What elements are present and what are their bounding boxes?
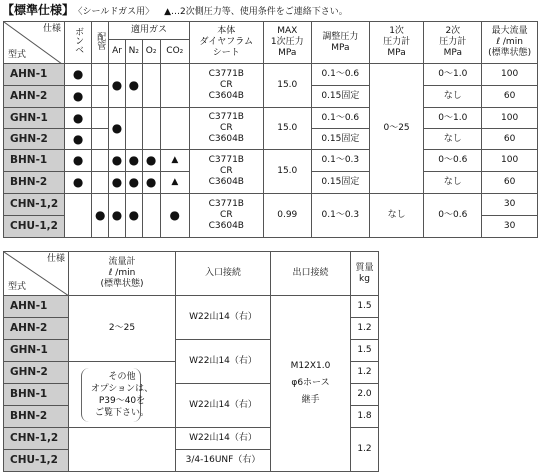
gauge1-cell: 0～25 (369, 64, 424, 194)
header-mass: 質量 kg (351, 252, 379, 296)
header-gauge1: 1次 圧力計 MPa (369, 22, 424, 64)
header-max-pressure: MAX 1次圧力 MPa (263, 22, 311, 64)
section-title: 【標準仕様】 (2, 3, 75, 17)
gas-co2-mark (160, 64, 189, 108)
options-note-cell (69, 362, 176, 428)
spec-table-1 (3, 21, 538, 238)
gas-ar-mark: ● (109, 150, 126, 172)
cylinder-mark: ● (64, 129, 91, 150)
inlet-cell: W22山14（右） (176, 384, 271, 428)
model-cell: GHN-2 (4, 362, 69, 384)
adjust-pressure-cell: 0.15固定 (311, 129, 369, 150)
gauge2-cell: 0～1.0 (424, 108, 482, 129)
piping-mark (92, 86, 109, 108)
model-cell: BHN-1 (4, 384, 69, 406)
body-material-cell: C3771B CR C3604B (190, 64, 264, 108)
adjust-pressure-cell: 0.1～0.6 (311, 108, 369, 129)
header-gas-ar: Ar (109, 40, 126, 64)
section-subtitle: 〈シールドガス用〉 (78, 7, 155, 17)
gas-co2-mark: ● (160, 194, 189, 238)
body-material-cell: C3771B CR C3604B (190, 194, 264, 238)
header-gauge2: 2次 圧力計 MPa (424, 22, 482, 64)
table-row (4, 150, 538, 172)
cylinder-mark: ● (64, 64, 91, 86)
gauge2-cell: 0～0.6 (424, 150, 482, 172)
corner-spec-label: 仕様 (42, 24, 61, 34)
corner-type-label: 型式 (8, 282, 27, 292)
max-pressure-cell: 15.0 (263, 150, 311, 194)
gauge2-cell: なし (424, 86, 482, 108)
corner-type-label: 型式 (8, 50, 27, 60)
gauge2-cell: なし (424, 129, 482, 150)
gas-o2-mark: ● (142, 150, 160, 172)
options-note: その他 オプションは、 P39～40を ご覧下さい。 (90, 371, 154, 418)
section-note: ▲…2次側圧力等、使用条件をご連絡下さい。 (164, 7, 348, 17)
gas-o2-mark (142, 194, 160, 238)
header-applicable-gas: 適用ガス (109, 22, 190, 40)
max-flow-cell: 100 (482, 64, 538, 86)
flow-empty-cell (69, 428, 176, 472)
header-body: 本体 ダイヤフラム シート (190, 22, 264, 64)
gauge2-cell: 0～1.0 (424, 64, 482, 86)
gas-n2-mark: ● (125, 150, 142, 172)
gas-n2-mark: ● (125, 172, 142, 194)
gas-ar-mark: ● (109, 108, 126, 150)
model-cell: CHU-1,2 (4, 216, 65, 238)
piping-mark (92, 108, 109, 129)
mass-cell: 1.5 (351, 340, 379, 362)
piping-mark (92, 129, 109, 150)
table2-corner-cell (4, 252, 69, 296)
header-max-flow: 最大流量 ℓ /min (標準状態) (482, 22, 538, 64)
model-cell: GHN-2 (4, 129, 65, 150)
inlet-cell: W22山14（右） (176, 428, 271, 450)
mass-cell: 1.8 (351, 406, 379, 428)
cylinder-mark: ● (64, 108, 91, 129)
cylinder-mark: ● (64, 172, 91, 194)
piping-mark (92, 172, 109, 194)
corner-spec-label: 仕様 (46, 254, 65, 264)
table-row (4, 194, 538, 216)
mass-cell: 1.2 (351, 318, 379, 340)
gas-ar-mark: ● (109, 194, 126, 238)
inlet-cell: 3/4-16UNF（右） (176, 450, 271, 472)
flow-range-cell: 2～25 (69, 296, 176, 362)
outlet-cell: M12X1.0 φ6ホース 継手 (271, 296, 351, 472)
model-cell: AHN-1 (4, 296, 69, 318)
adjust-pressure-cell: 0.1～0.3 (311, 150, 369, 172)
mass-cell: 1.2 (351, 362, 379, 384)
gas-ar-mark: ● (109, 172, 126, 194)
title-line (2, 2, 348, 18)
header-flowmeter: 流量計 ℓ /min (標準状態) (69, 252, 176, 296)
table-row (4, 296, 379, 318)
max-flow-cell: 100 (482, 108, 538, 129)
model-cell: BHN-2 (4, 172, 65, 194)
body-material-cell: C3771B CR C3604B (190, 108, 264, 150)
piping-mark: ● (92, 194, 109, 238)
gas-n2-mark: ● (125, 64, 142, 108)
max-pressure-cell: 0.99 (263, 194, 311, 238)
table-row (4, 64, 538, 86)
max-pressure-cell: 15.0 (263, 64, 311, 108)
gas-n2-mark: ● (125, 194, 142, 238)
header-gas-n2: N₂ (125, 40, 142, 64)
gas-co2-mark: ▲ (160, 172, 189, 194)
max-flow-cell: 60 (482, 129, 538, 150)
model-cell: GHN-1 (4, 340, 69, 362)
header-gas-co2: CO₂ (160, 40, 189, 64)
model-cell: BHN-1 (4, 150, 65, 172)
max-flow-cell: 60 (482, 172, 538, 194)
header-outlet: 出口接続 (271, 252, 351, 296)
max-flow-cell: 30 (482, 194, 538, 216)
model-cell: AHN-2 (4, 86, 65, 108)
adjust-pressure-cell: 0.1～0.3 (311, 194, 369, 238)
max-pressure-cell: 15.0 (263, 108, 311, 150)
header-piping: 配管 (92, 22, 109, 64)
max-flow-cell: 60 (482, 86, 538, 108)
gas-o2-mark (142, 64, 160, 108)
mass-cell: 1.5 (351, 296, 379, 318)
piping-mark (92, 64, 109, 86)
header-inlet: 入口接続 (176, 252, 271, 296)
gas-o2-mark: ● (142, 172, 160, 194)
inlet-cell: W22山14（右） (176, 296, 271, 340)
cylinder-mark (64, 194, 91, 238)
cylinder-mark: ● (64, 150, 91, 172)
adjust-pressure-cell: 0.1～0.6 (311, 64, 369, 86)
model-cell: CHU-1,2 (4, 450, 69, 472)
table-row (4, 108, 538, 129)
gas-co2-mark (160, 108, 189, 150)
gas-ar-mark: ● (109, 64, 126, 108)
spec-table-2 (3, 251, 379, 472)
mass-cell: 2.0 (351, 384, 379, 406)
adjust-pressure-cell: 0.15固定 (311, 86, 369, 108)
gas-o2-mark (142, 108, 160, 150)
mass-cell: 1.2 (351, 428, 379, 472)
body-material-cell: C3771B CR C3604B (190, 150, 264, 194)
model-cell: BHN-2 (4, 406, 69, 428)
gauge1-cell: なし (369, 194, 424, 238)
inlet-cell: W22山14（右） (176, 340, 271, 384)
gas-co2-mark: ▲ (160, 150, 189, 172)
max-flow-cell: 30 (482, 216, 538, 238)
model-cell: CHN-1,2 (4, 428, 69, 450)
header-gas-o2: O₂ (142, 40, 160, 64)
adjust-pressure-cell: 0.15固定 (311, 172, 369, 194)
piping-mark (92, 150, 109, 172)
header-adjust-pressure: 調整圧力 MPa (311, 22, 369, 64)
model-cell: AHN-1 (4, 64, 65, 86)
max-flow-cell: 100 (482, 150, 538, 172)
gauge2-cell: なし (424, 172, 482, 194)
gauge2-cell: 0～0.6 (424, 194, 482, 238)
model-cell: CHN-1,2 (4, 194, 65, 216)
cylinder-mark: ● (64, 86, 91, 108)
model-cell: GHN-1 (4, 108, 65, 129)
table1-corner-cell (4, 22, 65, 64)
gas-n2-mark (125, 108, 142, 150)
header-cylinder: ボンベ (64, 22, 91, 64)
model-cell: AHN-2 (4, 318, 69, 340)
